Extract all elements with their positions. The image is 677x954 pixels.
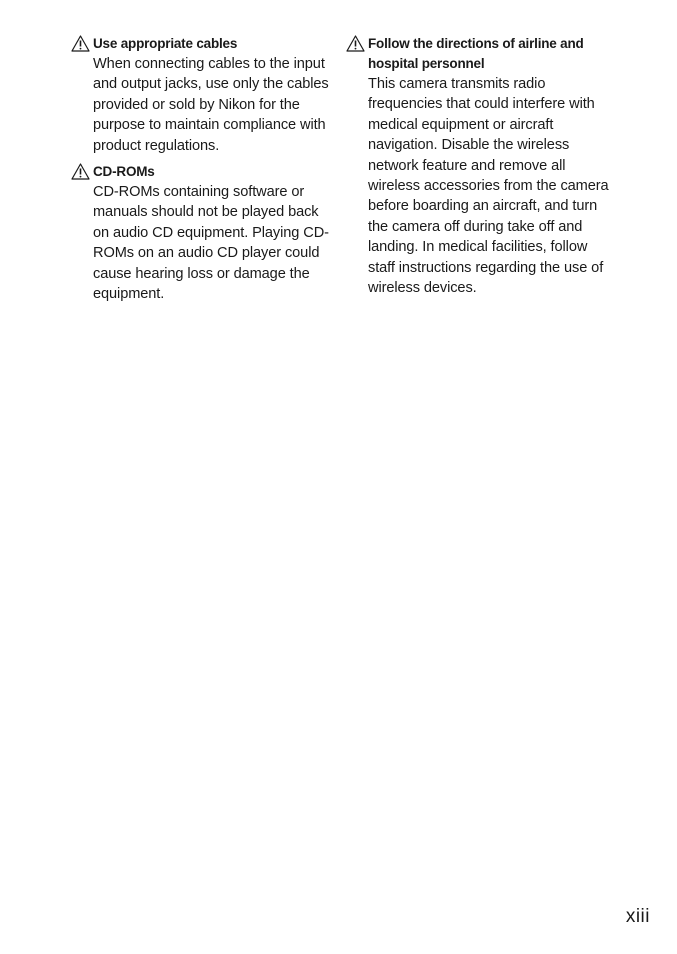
- section-heading: [346, 34, 612, 74]
- section-body: CD-ROMs containing software or manuals should not be played back on audio CD equipment. Playing CD-ROMs on an audio CD player could cause hearing loss or damage the equipment.: [93, 184, 329, 303]
- section-cd-roms: [71, 162, 337, 304]
- section-heading: [71, 162, 337, 182]
- page-number: xiii: [625, 906, 650, 927]
- warning-triangle-icon: [71, 163, 90, 180]
- section-airline-hospital: [346, 34, 612, 298]
- section-body: This camera transmits radio frequencies that could interfere with medical equipment or aircraft navigation. Disable the wireless network feature and remove all wireless accessories from the camera before boarding an aircraft, and turn the camera off during take off and landing. In medical facilities, follow staff instructions regarding the use of wireless devices.: [368, 76, 609, 297]
- right-column: [346, 34, 612, 304]
- warning-triangle-icon: [71, 35, 90, 52]
- section-heading-text: Use appropriate cables: [93, 36, 238, 51]
- section-heading: [71, 34, 337, 54]
- section-body: When connecting cables to the input and output jacks, use only the cables provided or sold by Nikon for the purpose to maintain compliance with product regulations.: [93, 56, 329, 154]
- section-use-appropriate-cables: [71, 34, 337, 156]
- left-column: [71, 34, 337, 310]
- section-heading-text: CD-ROMs: [93, 164, 155, 180]
- warning-triangle-icon: [346, 35, 365, 52]
- section-heading-text: Follow the directions of airline and hospital personnel: [368, 36, 584, 71]
